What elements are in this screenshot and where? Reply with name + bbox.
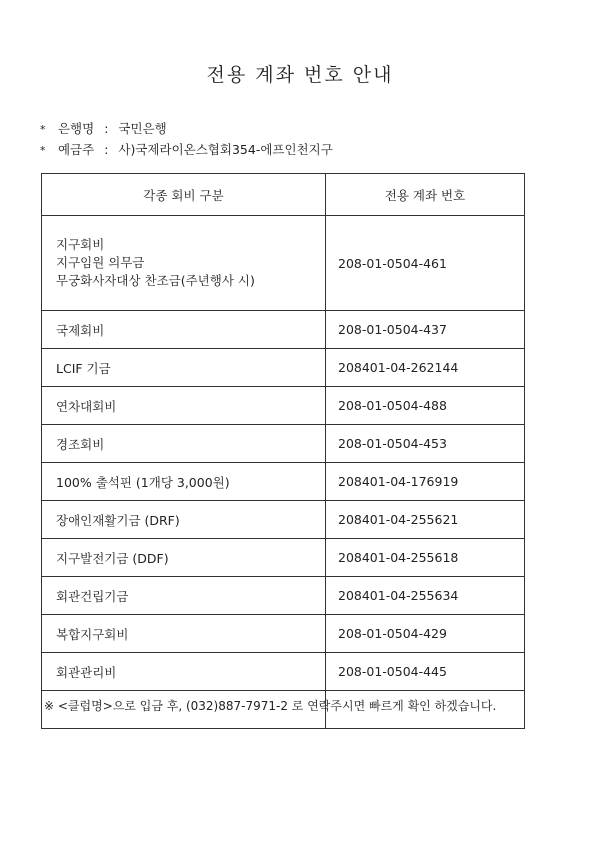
account-number-cell: 208-01-0504-437	[326, 311, 525, 349]
fee-name-line: 지구임원 의무금	[56, 255, 145, 270]
table-row	[42, 501, 525, 539]
fee-name-cell: 회관관리비	[42, 653, 326, 691]
table-row	[42, 425, 525, 463]
footer-note: ※ <클럽명>으로 입금 후, (032)887-7971-2 로 연락주시면 빠르게 확인 하겠습니다.	[44, 699, 497, 713]
account-number-cell: 208-01-0504-429	[326, 615, 525, 653]
table-row	[42, 387, 525, 425]
depositor-info	[40, 140, 333, 158]
bullet-star: *	[40, 123, 46, 136]
account-number-cell: 208401-04-176919	[326, 463, 525, 501]
table-row	[42, 216, 525, 311]
depositor-separator: :	[104, 142, 109, 157]
account-number-cell: 208-01-0504-488	[326, 387, 525, 425]
bank-value: 국민은행	[118, 121, 167, 136]
bank-label: 은행명	[57, 121, 95, 136]
fee-name-line: 지구회비	[56, 237, 105, 252]
fee-name-cell: 국제회비	[42, 311, 326, 349]
fee-name-cell: 연차대회비	[42, 387, 326, 425]
fee-name-cell: 지구발전기금 (DDF)	[42, 539, 326, 577]
account-number-cell: 208401-04-255621	[326, 501, 525, 539]
table-row	[42, 653, 525, 691]
table-header-row	[42, 174, 525, 216]
header-fee-type: 각종 회비 구분	[42, 174, 326, 216]
table-row	[42, 539, 525, 577]
fee-name-line: 무궁화사자대상 찬조금(주년행사 시)	[56, 273, 255, 288]
bullet-star: *	[40, 144, 46, 157]
table-row	[42, 311, 525, 349]
account-table	[41, 173, 525, 729]
depositor-label: 예금주	[57, 142, 95, 157]
fee-name-cell	[42, 216, 326, 311]
account-number-cell: 208-01-0504-445	[326, 653, 525, 691]
table-row	[42, 577, 525, 615]
header-account-number: 전용 계좌 번호	[326, 174, 525, 216]
fee-name-cell: 복합지구회비	[42, 615, 326, 653]
fee-name-cell: 회관건립기금	[42, 577, 326, 615]
depositor-value: 사)국제라이온스협회354-에프인천지구	[118, 142, 333, 157]
fee-name-cell: 100% 출석핀 (1개당 3,000원)	[42, 463, 326, 501]
fee-name-cell: 장애인재활기금 (DRF)	[42, 501, 326, 539]
table-row	[42, 349, 525, 387]
table-row	[42, 463, 525, 501]
fee-name-cell: 경조회비	[42, 425, 326, 463]
fee-name-cell: LCIF 기금	[42, 349, 326, 387]
account-number-cell: 208-01-0504-461	[326, 216, 525, 311]
account-number-cell: 208-01-0504-453	[326, 425, 525, 463]
account-number-cell: 208401-04-255618	[326, 539, 525, 577]
account-number-cell: 208401-04-262144	[326, 349, 525, 387]
account-number-cell: 208401-04-255634	[326, 577, 525, 615]
page-title: 전용 계좌 번호 안내	[206, 64, 394, 86]
table-row	[42, 615, 525, 653]
bank-separator: :	[104, 121, 109, 136]
bank-info	[40, 119, 167, 137]
